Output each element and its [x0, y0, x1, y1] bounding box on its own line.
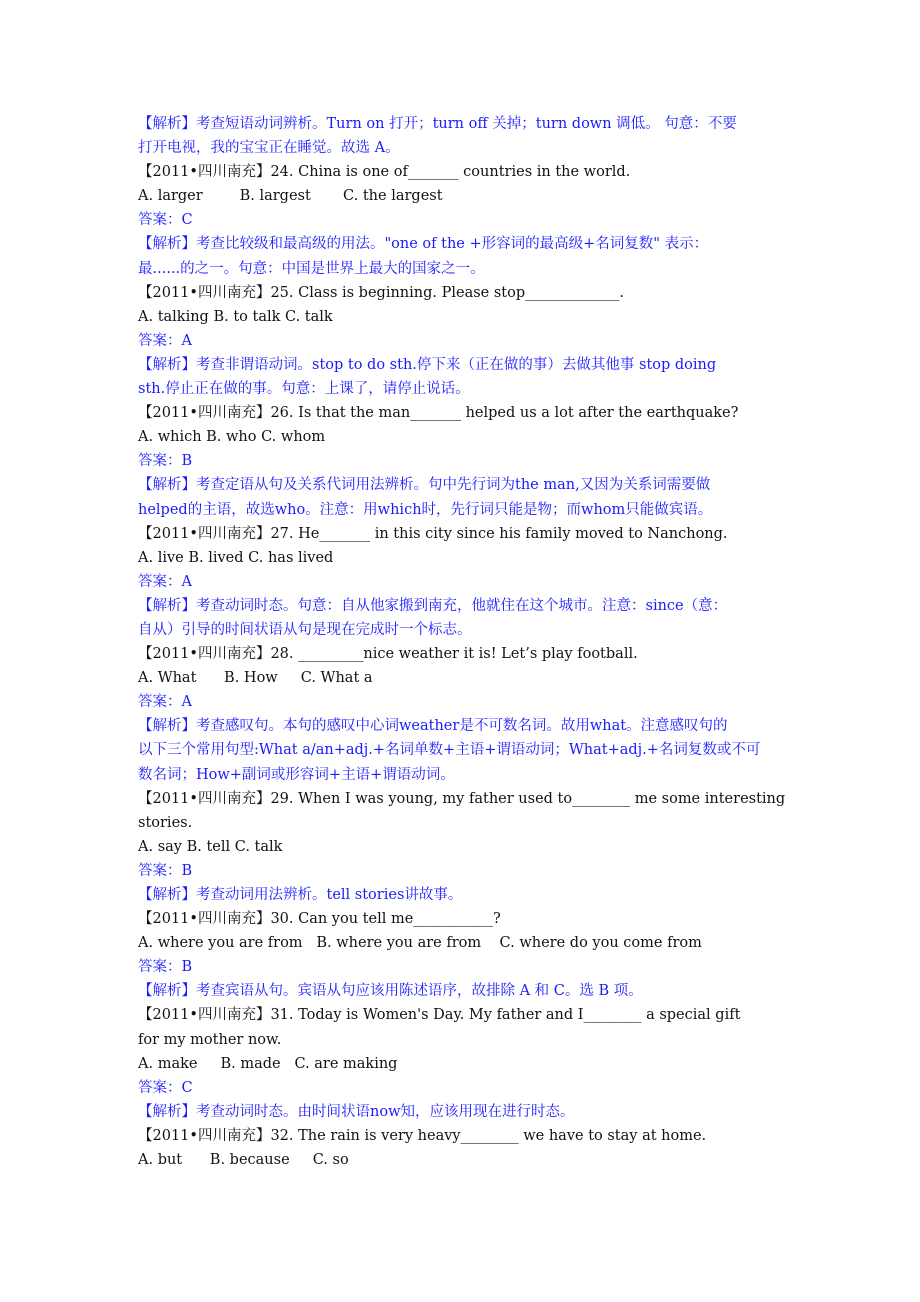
- text-line: 【解析】考查动词用法辨析。tell stories讲故事。: [138, 887, 463, 903]
- text-line: 答案：C: [138, 1079, 193, 1096]
- text-line: sth.停止正在做的事。句意：上课了，请停止说话。: [138, 381, 470, 398]
- text-line: 答案：A: [138, 573, 192, 590]
- text-line: 答案：B: [138, 453, 193, 470]
- text-line: 【2011•四川南充】32. The rain is very heavy________ we have to stay at home.: [138, 1127, 707, 1144]
- text-line: 【解析】考查宾语从句。宾语从句应该用陈述语序，故排除 A 和 C。选 B 项。: [138, 983, 643, 1000]
- text-line: 【2011•四川南充】29. When I was young, my father used to________ me some interesting: [138, 790, 786, 807]
- text-line: 以下三个常用句型:What a/an+adj.+名词单数+主语+谓语动词；What+adj.+名词复数或不可: [138, 742, 761, 759]
- text-line: stories.: [138, 814, 193, 831]
- text-line: 答案：A: [138, 694, 192, 711]
- text-line: A. make B. made C. are making: [138, 1055, 398, 1072]
- text-line: A. which B. who C. whom: [138, 429, 326, 446]
- text-line: A. but B. because C. so: [138, 1152, 349, 1169]
- text-line: 【2011•四川南充】30. Can you tell me___________?: [138, 911, 501, 928]
- text-line: 自从）引导的时间状语从句是现在完成时一个标志。: [138, 621, 472, 638]
- text-line: A. larger B. largest C. the largest: [138, 188, 443, 205]
- text-line: A. What B. How C. What a: [138, 670, 373, 687]
- text-line: A. live B. lived C. has lived: [138, 549, 334, 566]
- text-line: 答案：B: [138, 862, 193, 879]
- text-line: 答案：B: [138, 959, 193, 976]
- text-line: A. where you are from B. where you are from C. where do you come from: [138, 935, 702, 952]
- text-line: 【2011•四川南充】26. Is that the man_______ helped us a lot after the earthquake?: [138, 405, 739, 422]
- text-line: 【2011•四川南充】25. Class is beginning. Please stop_____________.: [138, 284, 625, 301]
- text-line: 打开电视，我的宝宝正在睡觉。故选 A。: [138, 140, 400, 157]
- text-line: 【解析】考查动词时态。由时间状语now知，应该用现在进行时态。: [138, 1103, 575, 1120]
- text-line: 【2011•四川南充】31. Today is Women's Day. My father and I________ a special gift: [138, 1007, 741, 1024]
- text-line: 【解析】考查短语动词辨析。Turn on 打开；turn off 关掉；turn down 调低。 句意：不要: [138, 116, 737, 132]
- text-line: 【解析】考查比较级和最高级的用法。"one of the +形容词的最高级+名词复数" 表示：: [138, 236, 709, 253]
- text-line: 【2011•四川南充】27. He_______ in this city since his family moved to Nanchong.: [138, 525, 728, 542]
- text-line: 【解析】考查定语从句及关系代词用法辨析。句中先行词为the man,又因为关系词需要做: [138, 477, 711, 494]
- text-line: helped的主语，故选who。注意：用which时，先行词只能是物；而whom只能做宾语。: [138, 501, 713, 518]
- text-line: 【解析】考查感叹句。本句的感叹中心词weather是不可数名词。故用what。注意感叹句的: [138, 718, 728, 735]
- text-line: 【2011•四川南充】28. _________nice weather it is! Let’s play football.: [138, 646, 638, 663]
- text-line: 【2011•四川南充】24. China is one of_______ countries in the world.: [138, 164, 631, 181]
- text-line: A. say B. tell C. talk: [138, 838, 283, 855]
- text-line: 答案：A: [138, 332, 192, 349]
- text-line: A. talking B. to talk C. talk: [138, 308, 333, 325]
- text-line: 【解析】考查非谓语动词。stop to do sth.停下来（正在做的事）去做其他事 stop doing: [138, 356, 717, 373]
- text-line: for my mother now.: [138, 1031, 282, 1048]
- text-line: 最......的之一。句意：中国是世界上最大的国家之一。: [138, 260, 485, 277]
- text-line: 【解析】考查动词时态。句意：自从他家搬到南充，他就住在这个城市。注意：since（意：: [138, 597, 728, 614]
- text-line: 答案：C: [138, 212, 193, 229]
- document-body: [138, 112, 828, 1172]
- text-line: 数名词；How+副词或形容词+主语+谓语动词。: [138, 766, 455, 783]
